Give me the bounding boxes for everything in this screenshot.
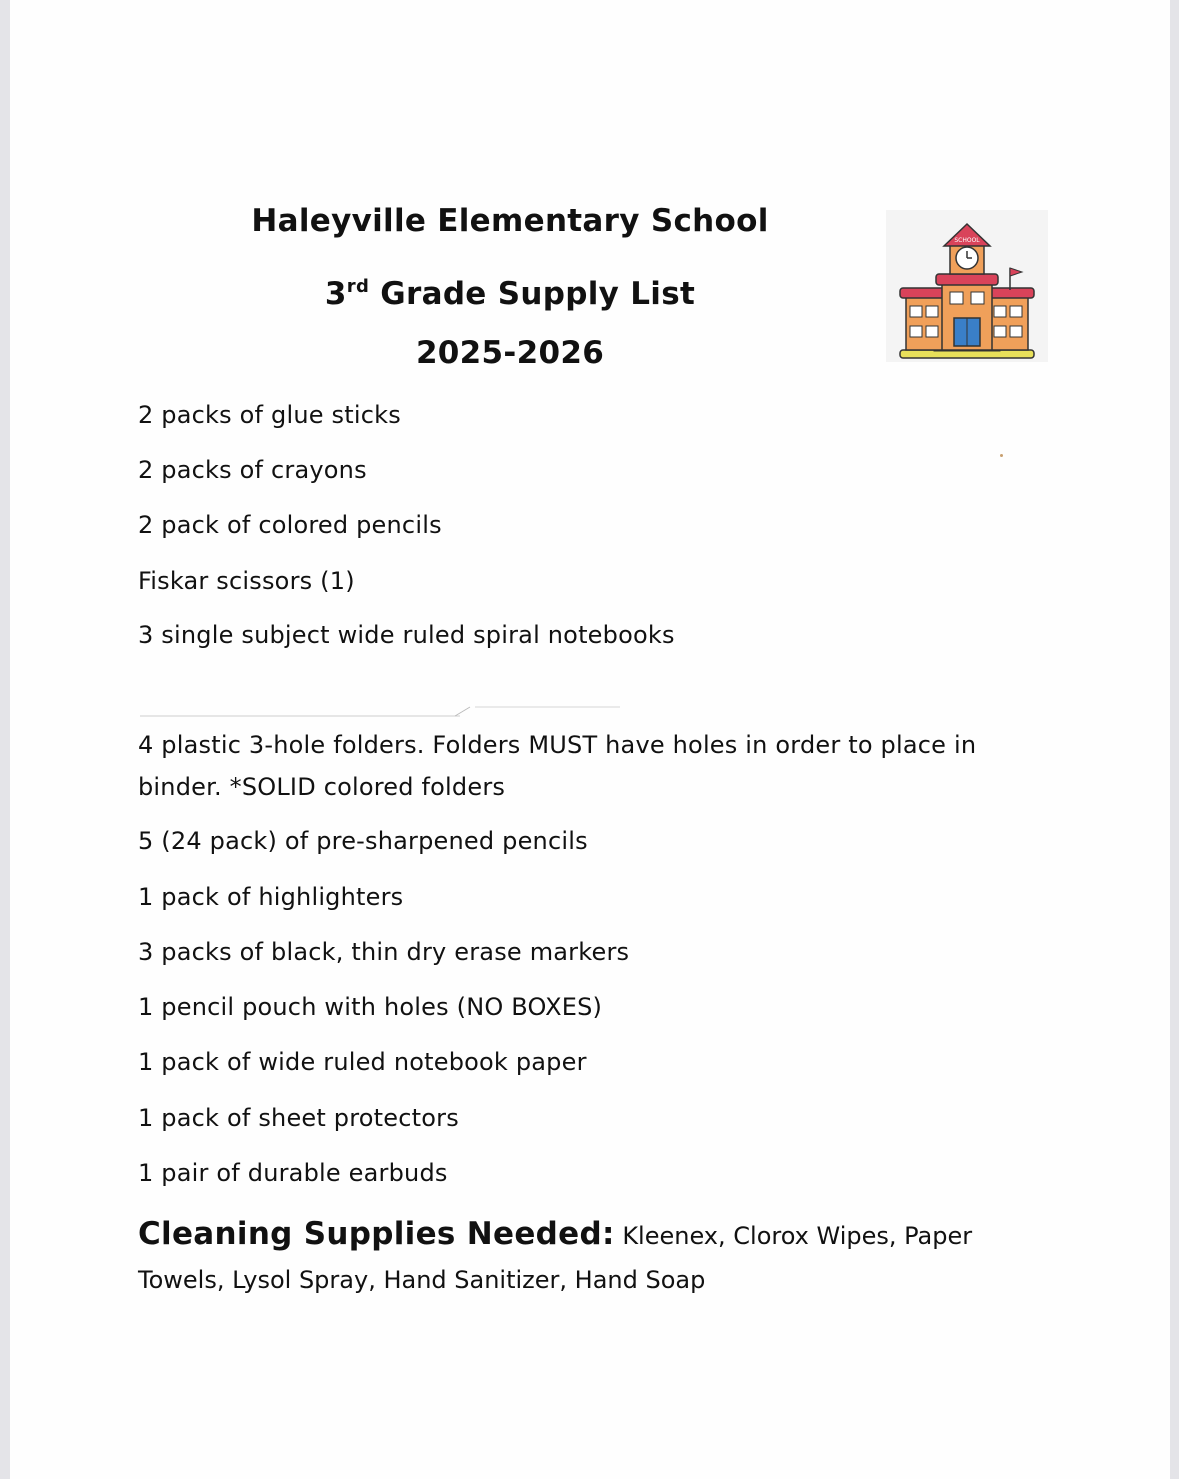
- school-name: Haleyville Elementary School: [251, 203, 769, 239]
- list-item: 5 (24 pack) of pre-sharpened pencils: [138, 827, 588, 855]
- list-item: 1 pack of highlighters: [138, 883, 404, 911]
- cleaning-supplies: [138, 1212, 998, 1302]
- svg-text:SCHOOL: SCHOOL: [954, 237, 980, 244]
- list-item: Fiskar scissors (1): [138, 567, 355, 595]
- list-item: 3 packs of black, thin dry erase markers: [138, 938, 630, 966]
- school-building-icon: [886, 210, 1048, 362]
- list-item: 2 packs of crayons: [138, 456, 367, 484]
- school-year: 2025-2026: [415, 335, 605, 371]
- scan-crease-line: [140, 700, 640, 720]
- list-item: 1 pair of durable earbuds: [138, 1159, 448, 1187]
- list-item: 1 pack of sheet protectors: [138, 1104, 459, 1132]
- list-item: 2 packs of glue sticks: [138, 401, 401, 429]
- cleaning-items: Kleenex, Clorox Wipes, Paper Towels, Lysol Spray, Hand Sanitizer, Hand Soap: [138, 1222, 973, 1294]
- list-item: 1 pencil pouch with holes (NO BOXES): [138, 993, 603, 1021]
- list-item: 3 single subject wide ruled spiral notebooks: [138, 621, 675, 649]
- list-item: 1 pack of wide ruled notebook paper: [138, 1048, 587, 1076]
- grade-title: [240, 262, 780, 328]
- document-page: [10, 0, 1170, 1479]
- list-item: 4 plastic 3-hole folders. Folders MUST have holes in order to place in binder. *SOLID colored folders: [138, 731, 977, 801]
- list-item: 2 pack of colored pencils: [138, 511, 442, 539]
- cleaning-label: Cleaning Supplies Needed:: [138, 1216, 615, 1252]
- grade-number: 3: [324, 276, 347, 312]
- paper-speck: [1000, 454, 1003, 457]
- grade-suffix: rd: [346, 276, 370, 297]
- grade-title-text: Grade Supply List: [380, 276, 696, 312]
- title-block: [240, 196, 780, 394]
